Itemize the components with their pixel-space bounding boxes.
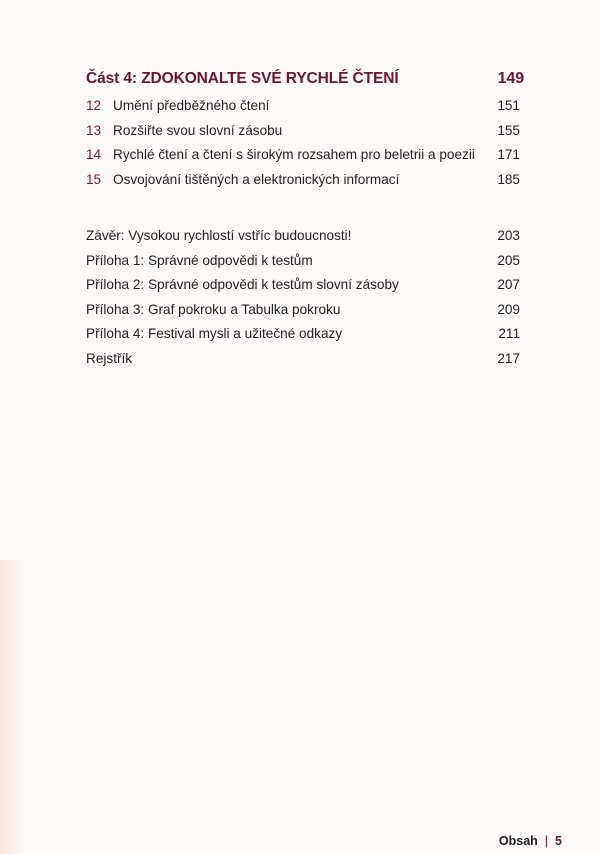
entry-title: Příloha 4: Festival mysli a užitečné odkazy bbox=[86, 326, 343, 342]
footer-label: Obsah bbox=[498, 834, 538, 848]
toc-entry-appendix-3[interactable] bbox=[86, 302, 520, 327]
chapter-page: 171 bbox=[497, 147, 520, 163]
toc-entry-index[interactable] bbox=[86, 351, 520, 376]
chapter-number: 13 bbox=[86, 122, 102, 138]
entry-title: Příloha 2: Správné odpovědi k testům slovní zásoby bbox=[86, 277, 399, 293]
chapter-title: Rozšiřte svou slovní zásobu bbox=[113, 122, 283, 138]
entry-title: Příloha 3: Graf pokroku a Tabulka pokroku bbox=[86, 301, 341, 317]
part-page-number: 149 bbox=[497, 70, 524, 87]
toc-entry-chapter-12[interactable] bbox=[86, 98, 520, 123]
chapter-page: 185 bbox=[497, 171, 520, 187]
toc-entry-appendix-4[interactable] bbox=[86, 326, 520, 351]
part-heading[interactable] bbox=[86, 70, 524, 88]
toc-entry-appendix-2[interactable] bbox=[86, 277, 520, 302]
entry-page: 207 bbox=[497, 277, 520, 293]
entry-page: 205 bbox=[497, 252, 520, 268]
toc-entry-chapter-14[interactable] bbox=[86, 147, 520, 172]
toc-entry-chapter-15[interactable] bbox=[86, 172, 520, 197]
chapter-page: 155 bbox=[497, 122, 520, 138]
part-title: Část 4: ZDOKONALTE SVÉ RYCHLÉ ČTENÍ bbox=[86, 70, 399, 87]
page-footer bbox=[499, 834, 562, 848]
entry-page: 211 bbox=[498, 326, 520, 342]
chapter-title: Umění předběžného čtení bbox=[113, 98, 270, 113]
chapter-number: 12 bbox=[86, 98, 102, 113]
toc-entry-chapter-13[interactable] bbox=[86, 123, 520, 148]
chapter-number: 14 bbox=[86, 147, 102, 163]
entry-title: Rejstřík bbox=[86, 350, 133, 366]
entry-page: 217 bbox=[497, 350, 520, 366]
toc-entry-conclusion[interactable] bbox=[86, 228, 520, 253]
chapter-title: Osvojování tištěných a elektronických informací bbox=[113, 171, 400, 187]
chapter-number: 15 bbox=[86, 171, 102, 187]
chapter-title: Rychlé čtení a čtení s širokým rozsahem pro beletrii a poezii bbox=[113, 147, 475, 163]
footer-page-number: 5 bbox=[555, 834, 562, 848]
toc-entry-appendix-1[interactable] bbox=[86, 253, 520, 278]
chapter-page: 151 bbox=[497, 98, 520, 113]
backmatter-list bbox=[86, 228, 520, 376]
chapter-list bbox=[86, 98, 520, 196]
entry-page: 209 bbox=[497, 301, 520, 317]
footer-separator: | bbox=[544, 834, 549, 848]
entry-title: Závěr: Vysokou rychlostí vstříc budoucnosti! bbox=[86, 228, 352, 243]
entry-title: Příloha 1: Správné odpovědi k testům bbox=[86, 252, 313, 268]
entry-page: 203 bbox=[497, 228, 520, 243]
